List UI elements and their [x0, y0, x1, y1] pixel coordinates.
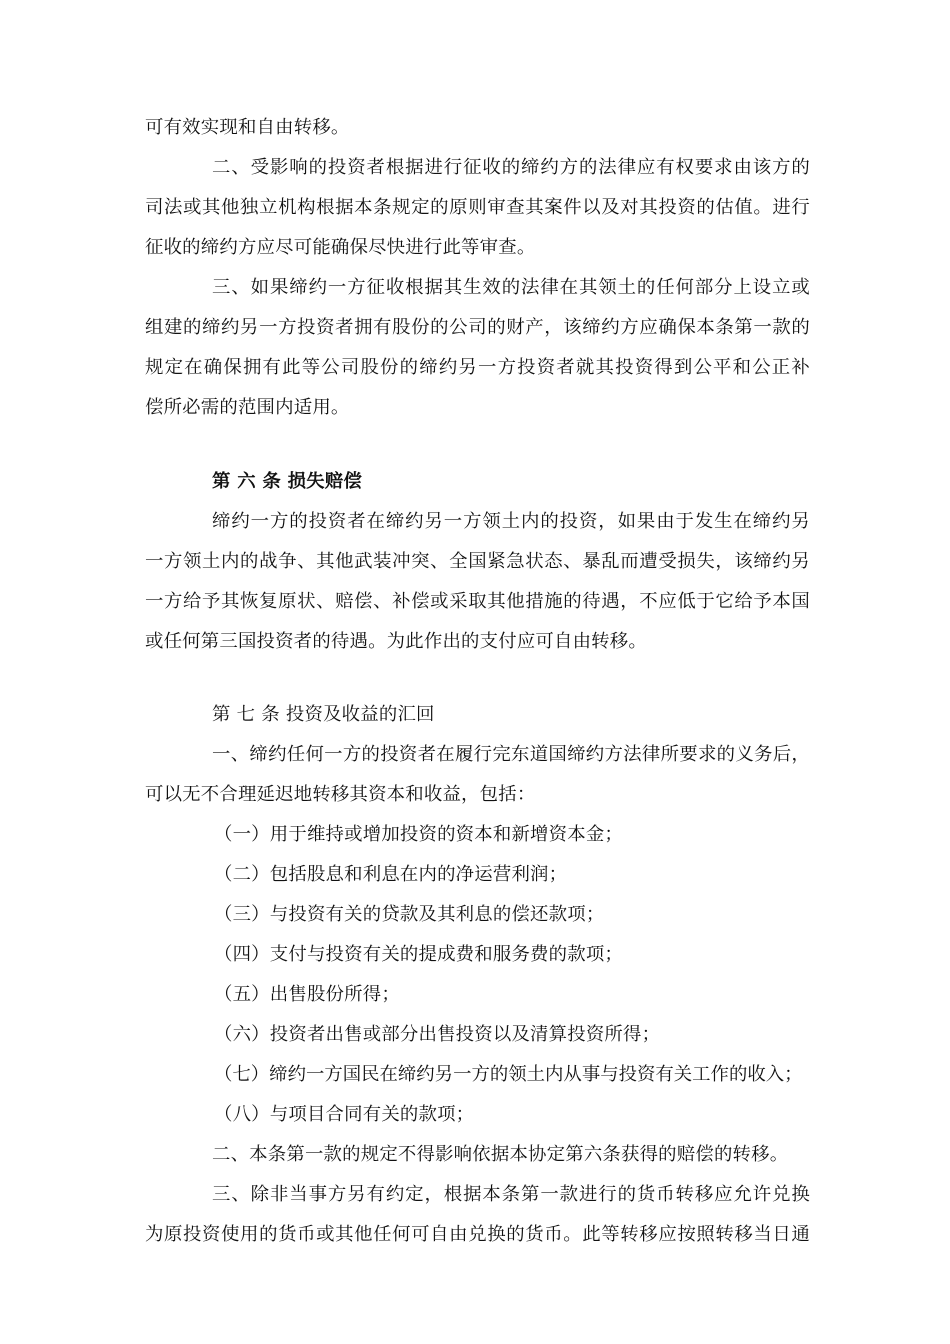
paragraph-line: 二、受影响的投资者根据进行征收的缔约方的法律应有权要求由该方的 [212, 157, 810, 178]
paragraph-line: 二、本条第一款的规定不得影响依据本协定第六条获得的赔偿的转移。 [212, 1144, 789, 1165]
paragraph-line: 规定在确保拥有此等公司股份的缔约另一方投资者就其投资得到公平和公正补 [145, 357, 810, 378]
paragraph-line: 三、除非当事方另有约定，根据本条第一款进行的货币转移应允许兑换 [212, 1184, 810, 1205]
paragraph-line: 司法或其他独立机构根据本条规定的原则审查其案件以及对其投资的估值。进行 [145, 197, 810, 218]
paragraph-line: 偿所必需的范围内适用。 [145, 397, 350, 418]
paragraph-line: 一方给予其恢复原状、赔偿、补偿或采取其他措施的待遇，不应低于它给予本国 [145, 591, 810, 612]
paragraph-line: 可有效实现和自由转移。 [145, 117, 350, 138]
paragraph-line: 为原投资使用的货币或其他任何可自由兑换的货币。此等转移应按照转移当日通 [145, 1224, 810, 1245]
list-item: （四）支付与投资有关的提成费和服务费的款项； [214, 944, 623, 965]
paragraph-line: 三、如果缔约一方征收根据其生效的法律在其领土的任何部分上设立或 [212, 277, 810, 298]
article-7-title: 第 七 条 投资及收益的汇回 [212, 704, 435, 725]
list-item: （八）与项目合同有关的款项； [214, 1104, 475, 1125]
paragraph-line: 一方领土内的战争、其他武装冲突、全国紧急状态、暴乱而遭受损失，该缔约另 [145, 551, 810, 572]
paragraph-line: 征收的缔约方应尽可能确保尽快进行此等审查。 [145, 237, 536, 258]
list-item: （六）投资者出售或部分出售投资以及清算投资所得； [214, 1024, 661, 1045]
paragraph-line: 缔约一方的投资者在缔约另一方领土内的投资，如果由于发生在缔约另 [212, 511, 810, 532]
list-item: （五）出售股份所得； [214, 984, 400, 1005]
list-item: （一）用于维持或增加投资的资本和新增资本金； [214, 824, 623, 845]
paragraph-line: 一、缔约任何一方的投资者在履行完东道国缔约方法律所要求的义务后， [212, 744, 810, 765]
paragraph-line: 组建的缔约另一方投资者拥有股份的公司的财产，该缔约方应确保本条第一款的 [145, 317, 810, 338]
paragraph-line: 或任何第三国投资者的待遇。为此作出的支付应可自由转移。 [145, 631, 647, 652]
list-item: （二）包括股息和利息在内的净运营利润； [214, 864, 568, 885]
list-item: （三）与投资有关的贷款及其利息的偿还款项； [214, 904, 605, 925]
list-item: （七）缔约一方国民在缔约另一方的领土内从事与投资有关工作的收入； [214, 1064, 803, 1085]
paragraph-line: 可以无不合理延迟地转移其资本和收益，包括： [145, 784, 536, 805]
article-6-title: 第 六 条 损失赔偿 [212, 471, 362, 492]
